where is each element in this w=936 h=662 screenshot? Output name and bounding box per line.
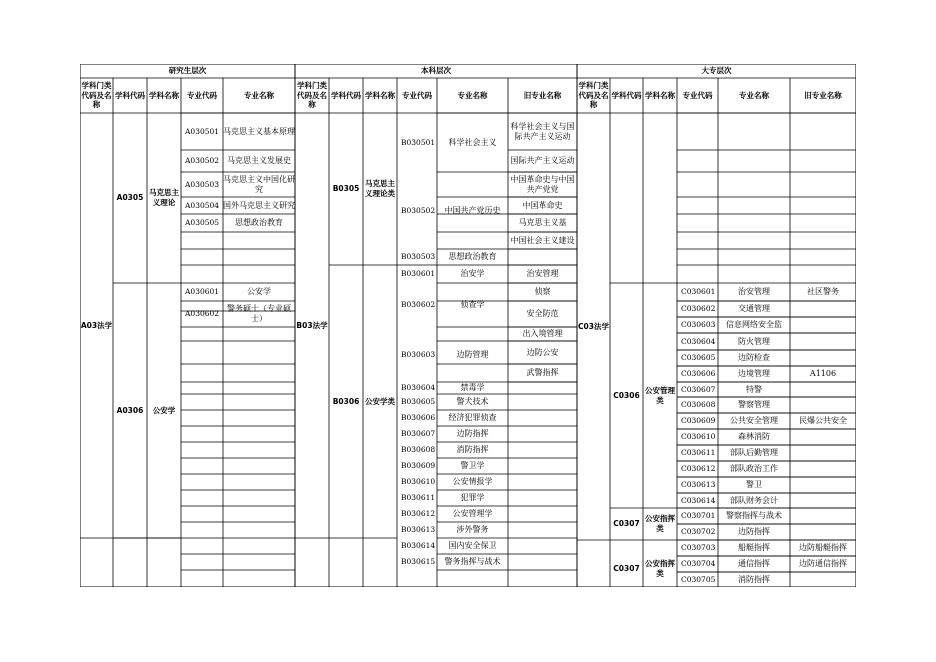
undergrad-old-major-name: 出入境管理: [522, 329, 563, 338]
college-major-code: C030703: [681, 543, 716, 552]
grad-major-code: A030502: [185, 156, 220, 165]
undergrad-major-name: 侦查学: [460, 300, 485, 309]
college-major-code: C030705: [681, 574, 716, 584]
college-major-code: C030608: [681, 400, 716, 409]
college-major-name: 警察管理: [738, 400, 770, 409]
college-discipline-name-c0306: 公安管理类: [645, 385, 675, 405]
undergrad-major-name: 治安学: [460, 269, 485, 278]
college-old-major-name: [790, 301, 856, 317]
college-major-name: 边防指挥: [738, 527, 770, 536]
undergrad-major-name: 经济犯罪侦查: [448, 413, 497, 422]
college-major-code: C030704: [681, 559, 716, 568]
grad-header-disc-name: 学科名称: [149, 90, 179, 100]
college-major-name: 警察指挥与战术: [726, 511, 782, 520]
college-old-major-name: [790, 477, 856, 493]
undergrad-major-name: 公安管理学: [452, 509, 493, 518]
college-major-code: C030606: [681, 369, 716, 378]
undergrad-major-name: 国内安全保卫: [448, 541, 497, 550]
undergrad-major-code: B030503: [401, 252, 436, 261]
college-major-name: 部队后勤管理: [730, 448, 778, 457]
college-major-name: 治安管理: [738, 287, 770, 296]
grad-major-name: 思想政治教育: [235, 218, 283, 227]
college-major-name: 交通管理: [738, 304, 770, 313]
college-major-code: C030609: [681, 416, 716, 425]
undergrad-header-old-name: 旧专业名称: [523, 90, 562, 100]
spreadsheet-table: [80, 64, 856, 587]
undergrad-discipline-name-b0305: 马克思主义理论类: [365, 179, 395, 198]
college-discipline-code-c0307: C0307: [613, 519, 640, 528]
college-old-major-name: [790, 397, 856, 413]
undergrad-old-major-name: 马克思主义基: [518, 218, 567, 227]
college-major-name: 森林消防: [738, 432, 770, 441]
college-old-major-name: [790, 429, 856, 445]
grad-major-name: 国外马克思主义研究: [223, 200, 295, 210]
college-old-major-name: [790, 508, 856, 524]
section-title-undergraduate: 本科层次: [421, 66, 451, 76]
grad-category-law: A03法学: [80, 320, 113, 330]
grad-major-name: 马克思主义基本原理: [223, 126, 295, 136]
undergrad-major-name: 边防管理: [456, 349, 489, 359]
undergrad-category-law: B03法学: [296, 320, 328, 330]
undergrad-major-code: B030501: [401, 137, 436, 147]
college-discipline-code-c0306: C0306: [613, 390, 640, 400]
undergrad-header-disc-code: 学科代码: [331, 90, 361, 100]
undergrad-major-code: B030605: [401, 397, 436, 406]
college-major-code: C030610: [681, 432, 716, 441]
section-title-college: 大专层次: [701, 66, 732, 76]
college-major-code: C030614: [681, 495, 716, 505]
college-old-major-name: [790, 333, 856, 350]
undergrad-major-name: 涉外警务: [456, 525, 489, 534]
college-major-code: C030607: [681, 384, 716, 394]
college-header-disc-name: 学科名称: [645, 90, 675, 100]
grad-discipline-code-a0305: A0305: [116, 193, 144, 202]
grad-major-name: 马克思主义发展史: [227, 156, 291, 165]
undergrad-major-code: B030602: [401, 300, 436, 309]
undergrad-header-cat-code: 学科门类代码及名称: [297, 81, 327, 110]
grad-header-major-code: 专业代码: [187, 90, 217, 100]
undergrad-old-major-name: 治安管理: [526, 269, 559, 278]
college-major-code: C030611: [681, 448, 716, 457]
college-major-name: 船艇指挥: [738, 543, 770, 552]
undergrad-major-name: 消防指挥: [456, 445, 489, 454]
undergrad-major-code: B030615: [401, 557, 436, 566]
undergrad-header-major-code: 专业代码: [402, 90, 432, 100]
undergrad-discipline-name-b0306: 公安学类: [365, 396, 395, 406]
college-major-name: 部队财务会计: [730, 495, 778, 505]
undergrad-major-code: B030611: [401, 493, 436, 502]
college-major-name: 防火管理: [738, 336, 770, 346]
college-category-law: C03法学: [578, 321, 609, 331]
grad-major-code: A030505: [185, 218, 220, 227]
undergrad-major-name: 警务指挥与战术: [444, 557, 501, 566]
college-major-code: C030601: [681, 287, 716, 296]
undergrad-old-major-name: 国际共产主义运动: [510, 156, 575, 165]
college-discipline-code-c0307: C0307: [613, 563, 640, 573]
college-major-name: 公共安全管理: [730, 416, 778, 425]
college-major-code: C030612: [681, 464, 716, 473]
college-old-major-name: [790, 382, 856, 397]
section-title-graduate: 研究生层次: [168, 66, 207, 76]
undergrad-major-code: B030614: [401, 541, 436, 550]
undergrad-major-code: B030604: [401, 383, 436, 392]
college-discipline-name-c0307: 公安指挥类: [645, 514, 675, 533]
grad-major-code: A030503: [185, 179, 220, 189]
college-major-name: 部队政治工作: [730, 464, 778, 473]
college-major-name: 边防检查: [738, 353, 770, 362]
college-major-name: 警卫: [746, 480, 762, 489]
college-major-code: C030701: [681, 511, 716, 520]
college-header-major-code: 专业代码: [682, 90, 713, 100]
undergrad-major-code: B030609: [401, 461, 436, 470]
undergrad-header-major-name: 专业名称: [457, 90, 488, 100]
undergrad-old-major-name: 边防公安: [526, 347, 559, 357]
undergrad-old-major-name: 科学社会主义与国际共产主义运动: [510, 121, 575, 141]
undergrad-major-code: B030610: [401, 477, 436, 486]
undergrad-major-code: B030612: [401, 509, 436, 518]
college-old-major-name: [790, 317, 856, 333]
grad-major-name: 公安学: [247, 287, 271, 296]
undergrad-major-code: B030607: [401, 429, 436, 438]
college-old-major-name: [790, 350, 856, 366]
college-old-major-name: 社区警务: [807, 287, 839, 296]
college-major-name: 通信指挥: [738, 559, 770, 568]
college-major-code: C030602: [681, 304, 716, 313]
undergrad-discipline-code-b0305: B0305: [332, 184, 360, 193]
grad-major-name: 警务硕士（专业硕士）: [227, 304, 291, 323]
undergrad-old-major-name: 安全防范: [526, 309, 559, 318]
college-old-major-name: A1106: [809, 369, 837, 378]
grad-major-code: A030504: [185, 200, 220, 210]
undergrad-major-name: 警犬技术: [456, 397, 489, 406]
college-header-cat-code: 学科门类代码及名称: [578, 81, 609, 110]
undergrad-discipline-code-b0306: B0306: [332, 396, 360, 406]
college-major-code: C030613: [681, 480, 716, 489]
grad-major-name: 马克思主义中国化研究: [223, 174, 295, 194]
college-major-name: 信息网络安全监: [726, 320, 782, 329]
college-header-disc-code: 学科代码: [611, 90, 642, 100]
undergrad-major-name: 科学社会主义: [448, 137, 497, 147]
undergrad-major-code: B030613: [401, 525, 436, 534]
college-major-code: C030702: [681, 527, 716, 536]
undergrad-major-code: B030601: [401, 269, 436, 278]
college-major-name: 特警: [746, 384, 762, 394]
college-major-code: C030604: [681, 336, 716, 346]
college-old-major-name: [790, 493, 856, 508]
college-old-major-name: [790, 461, 856, 477]
college-header-major-name: 专业名称: [739, 90, 769, 100]
college-major-name: 边境管理: [738, 369, 770, 378]
college-header-old-name: 旧专业名称: [804, 90, 842, 100]
grad-discipline-name-a0306: 公安学: [152, 405, 176, 415]
undergrad-old-major-name: 中国社会主义建设: [510, 235, 575, 245]
undergrad-major-code: B030603: [401, 349, 436, 359]
grad-discipline-name-a0305: 马克思主义理论: [149, 188, 179, 207]
undergrad-old-major-name: 侦察: [534, 287, 551, 296]
grad-header-major-name: 专业名称: [244, 90, 274, 100]
college-major-code: C030603: [681, 320, 716, 329]
college-discipline-name-c0307: 公安指挥类: [645, 558, 675, 578]
college-old-major-name: [790, 524, 856, 540]
college-major-code: C030605: [681, 353, 716, 362]
undergrad-major-code: B030502: [401, 205, 436, 215]
college-old-major-name: 民爆公共安全: [799, 416, 847, 425]
grad-major-code: A030602: [185, 309, 220, 318]
undergrad-major-code: B030608: [401, 445, 436, 454]
undergrad-major-name: 中国共产党历史: [444, 205, 501, 215]
college-major-name: 消防指挥: [738, 574, 770, 584]
college-old-major-name: [790, 572, 856, 587]
undergrad-major-name: 警卫学: [460, 461, 485, 470]
grad-header-cat-code: 学科门类代码及名称: [81, 81, 112, 110]
grad-major-code: A030601: [185, 287, 220, 296]
college-old-major-name: [790, 445, 856, 461]
undergrad-major-name: 禁毒学: [460, 383, 485, 392]
undergrad-major-name: 思想政治教育: [448, 252, 497, 261]
grad-header-disc-code: 学科代码: [115, 90, 145, 100]
undergrad-major-name: 边防指挥: [456, 429, 489, 438]
undergrad-major-name: 公安情报学: [452, 477, 493, 486]
grad-major-code: A030501: [185, 126, 220, 136]
undergrad-header-disc-name: 学科名称: [365, 90, 395, 100]
undergrad-old-major-name: 中国革命史: [522, 200, 563, 210]
college-old-major-name: 边防通信指挥: [799, 559, 847, 568]
undergrad-major-name: 犯罪学: [460, 493, 485, 502]
undergrad-old-major-name: 武警指挥: [526, 368, 559, 377]
grad-discipline-code-a0306: A0306: [116, 405, 144, 415]
college-old-major-name: 边防船艇指挥: [799, 543, 847, 552]
undergrad-old-major-name: 中国革命史与中国共产党党: [510, 174, 575, 194]
undergrad-major-code: B030606: [401, 413, 436, 422]
